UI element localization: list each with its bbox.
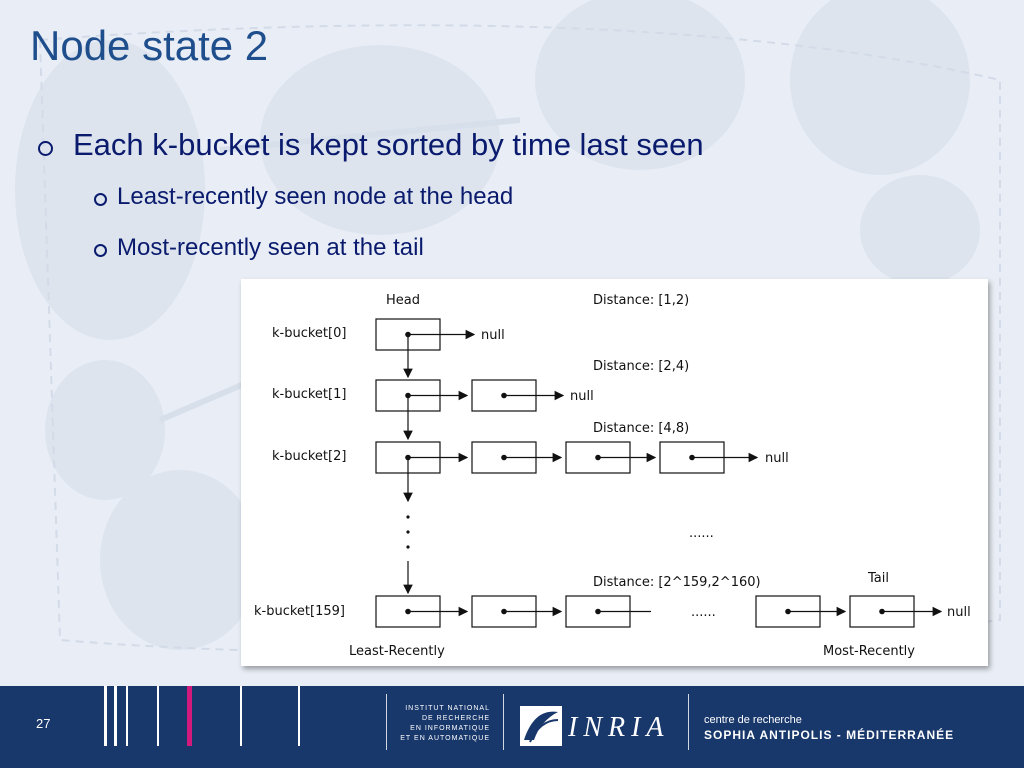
kbucket-diagram-svg bbox=[241, 279, 988, 666]
page-number: 27 bbox=[36, 716, 51, 731]
institute-name bbox=[400, 704, 490, 744]
footer-stripe bbox=[240, 686, 242, 746]
footer-stripe bbox=[104, 686, 107, 746]
bucket-label: k-bucket[1] bbox=[272, 387, 347, 402]
inria-logo-text: INRIA bbox=[568, 712, 670, 743]
least-recently-label: Least-Recently bbox=[349, 644, 445, 659]
bullet-circle-icon bbox=[38, 141, 53, 156]
bucket-label: k-bucket[2] bbox=[272, 449, 347, 464]
kbucket-diagram bbox=[241, 279, 988, 666]
footer-stripe bbox=[298, 686, 300, 746]
institute-line: DE RECHERCHE bbox=[421, 715, 490, 722]
inria-logo-icon bbox=[520, 706, 562, 746]
centre-line1: centre de recherche bbox=[704, 714, 802, 726]
bullet-text: Each k-bucket is kept sorted by time last seen bbox=[73, 127, 704, 162]
null-label: null bbox=[947, 605, 971, 620]
null-label: null bbox=[481, 328, 505, 343]
bucket-label: k-bucket[0] bbox=[272, 326, 347, 341]
centre-line2: SOPHIA ANTIPOLIS - MÉDITERRANÉE bbox=[704, 728, 955, 742]
ellipsis-label: ...... bbox=[691, 605, 716, 620]
ellipsis-label: ...... bbox=[689, 526, 714, 541]
null-label: null bbox=[765, 451, 789, 466]
footer-stripe bbox=[126, 686, 128, 746]
head-label: Head bbox=[386, 293, 420, 308]
bullet-level1 bbox=[38, 127, 704, 163]
footer-bar bbox=[0, 686, 1024, 768]
bucket-label: k-bucket[159] bbox=[254, 604, 345, 619]
footer-accent-stripe bbox=[187, 686, 192, 746]
institute-line: ET EN AUTOMATIQUE bbox=[400, 735, 490, 742]
null-label: null bbox=[570, 389, 594, 404]
bullet-level2 bbox=[94, 183, 513, 211]
institute-line: EN INFORMATIQUE bbox=[410, 725, 490, 732]
distance-label: Distance: [4,8) bbox=[593, 421, 690, 436]
distance-label: Distance: [2,4) bbox=[593, 359, 690, 374]
bullet-circle-icon bbox=[94, 244, 107, 257]
bullet-text: Least-recently seen node at the head bbox=[117, 183, 514, 210]
slide-title: Node state 2 bbox=[30, 22, 269, 69]
bullet-level2 bbox=[94, 234, 424, 262]
distance-label: Distance: [1,2) bbox=[593, 293, 690, 308]
bullet-text: Most-recently seen at the tail bbox=[117, 234, 424, 261]
footer-stripe bbox=[114, 686, 117, 746]
footer-divider bbox=[688, 694, 689, 750]
most-recently-label: Most-Recently bbox=[823, 644, 915, 659]
tail-label: Tail bbox=[868, 571, 889, 586]
bullet-circle-icon bbox=[94, 193, 107, 206]
footer-divider bbox=[503, 694, 504, 750]
footer-stripe bbox=[157, 686, 159, 746]
institute-line: INSTITUT NATIONAL bbox=[405, 705, 490, 712]
footer-divider bbox=[386, 694, 387, 750]
distance-label: Distance: [2^159,2^160) bbox=[593, 575, 761, 590]
